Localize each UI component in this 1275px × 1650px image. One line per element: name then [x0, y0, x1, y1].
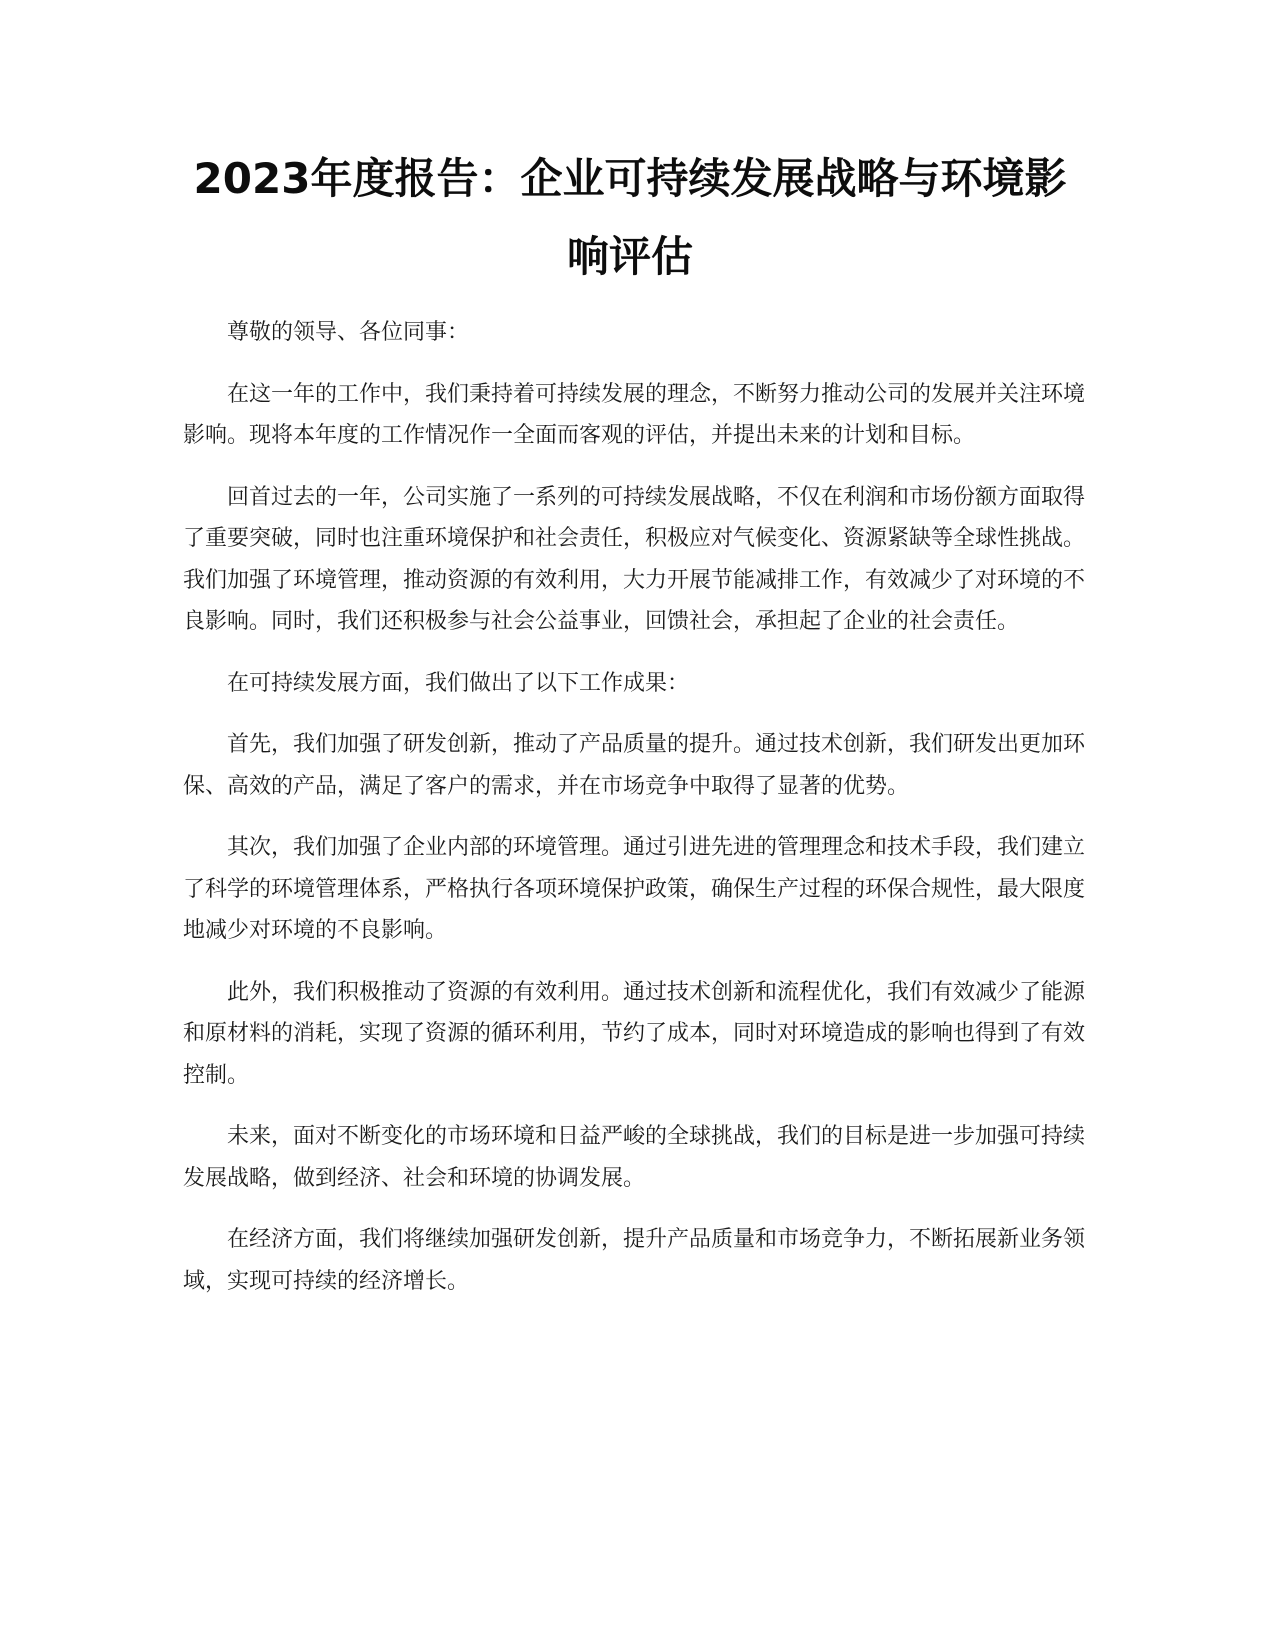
paragraph-achievements-heading: 在可持续发展方面，我们做出了以下工作成果： [227, 670, 690, 696]
paragraph-economic-plan: 在经济方面，我们将继续加强研发创新，提升产品质量和市场竞争力，不断拓展新业务领域，实现可持续的经济增长。 [183, 1227, 1086, 1294]
paragraph-salutation: 尊敬的领导、各位同事： [227, 320, 470, 345]
paragraph-intro: 在这一年的工作中，我们秉持着可持续发展的理念，不断努力推动公司的发展并关注环境影响。现将本年度的工作情况作一全面而客观的评估，并提出未来的计划和目标。 [183, 381, 1086, 448]
paragraph-future-goals: 未来，面对不断变化的市场环境和日益严峻的全球挑战，我们的目标是进一步加强可持续发展战略，做到经济、社会和环境的协调发展。 [183, 1124, 1086, 1191]
document-body [183, 312, 1085, 1322]
paragraph-achievement-rd: 首先，我们加强了研发创新，推动了产品质量的提升。通过技术创新，我们研发出更加环保、高效的产品，满足了客户的需求，并在市场竞争中取得了显著的优势。 [183, 732, 1086, 799]
paragraph-achievement-resources: 此外，我们积极推动了资源的有效利用。通过技术创新和流程优化，我们有效减少了能源和原材料的消耗，实现了资源的循环利用，节约了成本，同时对环境造成的影响也得到了有效控制。 [183, 979, 1086, 1088]
document-title: 2023年度报告：企业可持续发展战略与环境影响评估 [193, 154, 1067, 281]
paragraph-review: 回首过去的一年，公司实施了一系列的可持续发展战略，不仅在利润和市场份额方面取得了重要突破，同时也注重环境保护和社会责任，积极应对气候变化、资源紧缺等全球性挑战。我们加强了环境管理，推动资源的有效利用，大力开展节能减排工作，有效减少了对环境的不良影响。同时，我们还积极参与社会公益事业，回馈社会，承担起了企业的社会责任。 [183, 484, 1086, 634]
paragraph-achievement-env-management: 其次，我们加强了企业内部的环境管理。通过引进先进的管理理念和技术手段，我们建立了科学的环境管理体系，严格执行各项环境保护政策，确保生产过程的环保合规性，最大限度地减少对环境的不良影响。 [183, 835, 1086, 943]
